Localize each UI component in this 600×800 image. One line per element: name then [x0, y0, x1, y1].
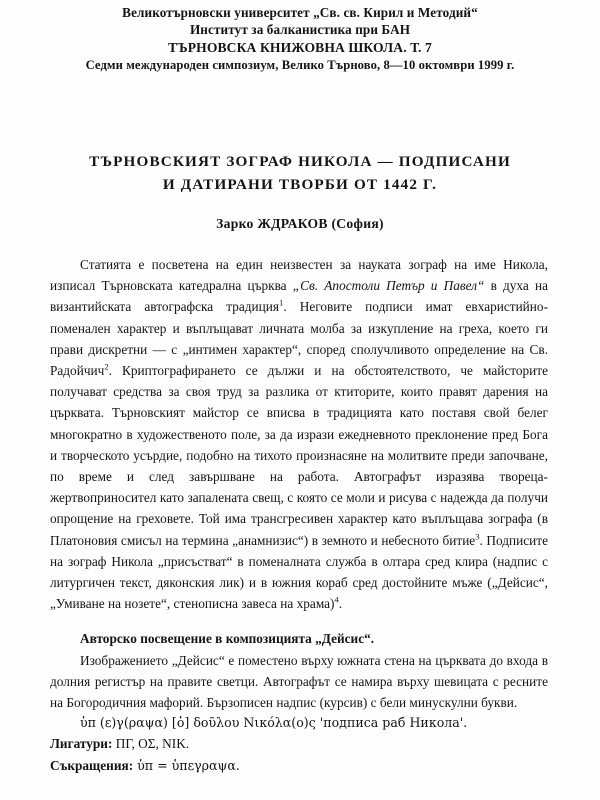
title-block	[0, 151, 600, 232]
page-title	[0, 151, 600, 197]
para1-segment-4: . Криптографирането се дължи и на обстоятелството, че майсторите получават средства за своя труд за разлика от ктиторите, които правят дарения на църквата. Търновският майстор се вписва в традицията като поставя свой белег многократно в художественото поле, за да изрази ежедневното преклонение пред Бога и творческото усърдие, подобно на тихото произнасяне на молитвите преди започване, по време и след завършване на работа. Автографът изразява твореца-жертвоприносител като запалената свещ, с която се моли и рисува с надежда да получи опрощение на греховете. Той има трансгресивен характер като въплъщава зографа (в Платоновия смисъл на термина „анамнизис“) в земното и небесното битие	[50, 363, 548, 548]
ligatures-label: Лигатури:	[50, 736, 113, 752]
masthead-series: ТЪРНОВСКА КНИЖОВНА ШКОЛА. Т. 7	[168, 39, 432, 55]
para1-segment-5: . Подписите на зограф Никола „присъстват“ в поменалната служба в олтара сред клира (надпис с литургичен текст, дяконския лик) и в южния кораб сред достойните мъже („Дейсис“, „Умиване на нозете“, стенописна завеса на храма)	[50, 532, 548, 612]
footnote-ref-1: 1	[279, 297, 284, 308]
abbreviations-label: Съкращения:	[50, 757, 134, 773]
ligatures-value: ПГ, ΟΣ, NIK.	[112, 736, 190, 752]
para1-church-name: „Св. Апостоли Петър и Павел“	[292, 278, 485, 294]
footnote-ref-3: 3	[475, 531, 480, 542]
footnote-ref-4: 4	[334, 594, 339, 605]
abbreviations-value: ὑπ = ὑπεγραψα.	[133, 757, 240, 773]
masthead-university: Великотърновски университет „Св. св. Кирил и Методий“	[122, 5, 478, 20]
section-heading: Авторско посвещение в композицията „Дейсис“.	[80, 631, 375, 647]
ligatures-line	[50, 733, 548, 754]
paragraph-1	[50, 254, 548, 614]
abbreviations-line	[50, 755, 548, 776]
para1-segment-6: .	[338, 596, 343, 612]
masthead	[0, 0, 600, 73]
author-byline: Зарко ЖДРАКОВ (София)	[216, 215, 384, 231]
footnote-ref-2: 2	[104, 361, 109, 372]
masthead-institute: Институт за балканистика при БАН	[189, 22, 411, 38]
para1-segment-3: . Неговите подписи имат евхаристийно-поменален характер и въплъщават личната молба за изкупление на греха, което ги прави дискретни — с „интимен характер“, според сполучливото определение на Св. Радойчич	[50, 299, 548, 378]
masthead-symposium: Седми международен симпозиум, Велико Търново, 8—10 октомври 1999 г.	[85, 57, 515, 72]
paragraph-2: Изображението „Дейсис“ е поместено върху южната стена на църквата до входа в долния регистър на правите светци. Автографът се намира върху шевицата с ресните на Богородичния мафорий. Бързописен надпис (курсив) с бели минускулни букви.	[50, 652, 548, 711]
para1-segment-1: Статията е посветена на един неизвестен за науката зограф на име Никола, изписал Търновската катедрална църква	[50, 256, 548, 294]
page-title-line-2: И ДАТИРАНИ ТВОРБИ ОТ 1442 Г.	[162, 176, 438, 194]
body-text	[0, 254, 600, 776]
para1-segment-2: в духа на византийската автографска традиция	[50, 278, 548, 315]
page-title-line-1: ТЪРНОВСКИЯТ ЗОГРАФ НИКОЛА — ПОДПИСАНИ	[89, 153, 511, 171]
greek-inscription-line: ὑπ (ε)γ(ραψα) [ὁ] δοῦλου Νικόλα(ο)ς 'подписа раб Никола'.	[80, 715, 468, 731]
